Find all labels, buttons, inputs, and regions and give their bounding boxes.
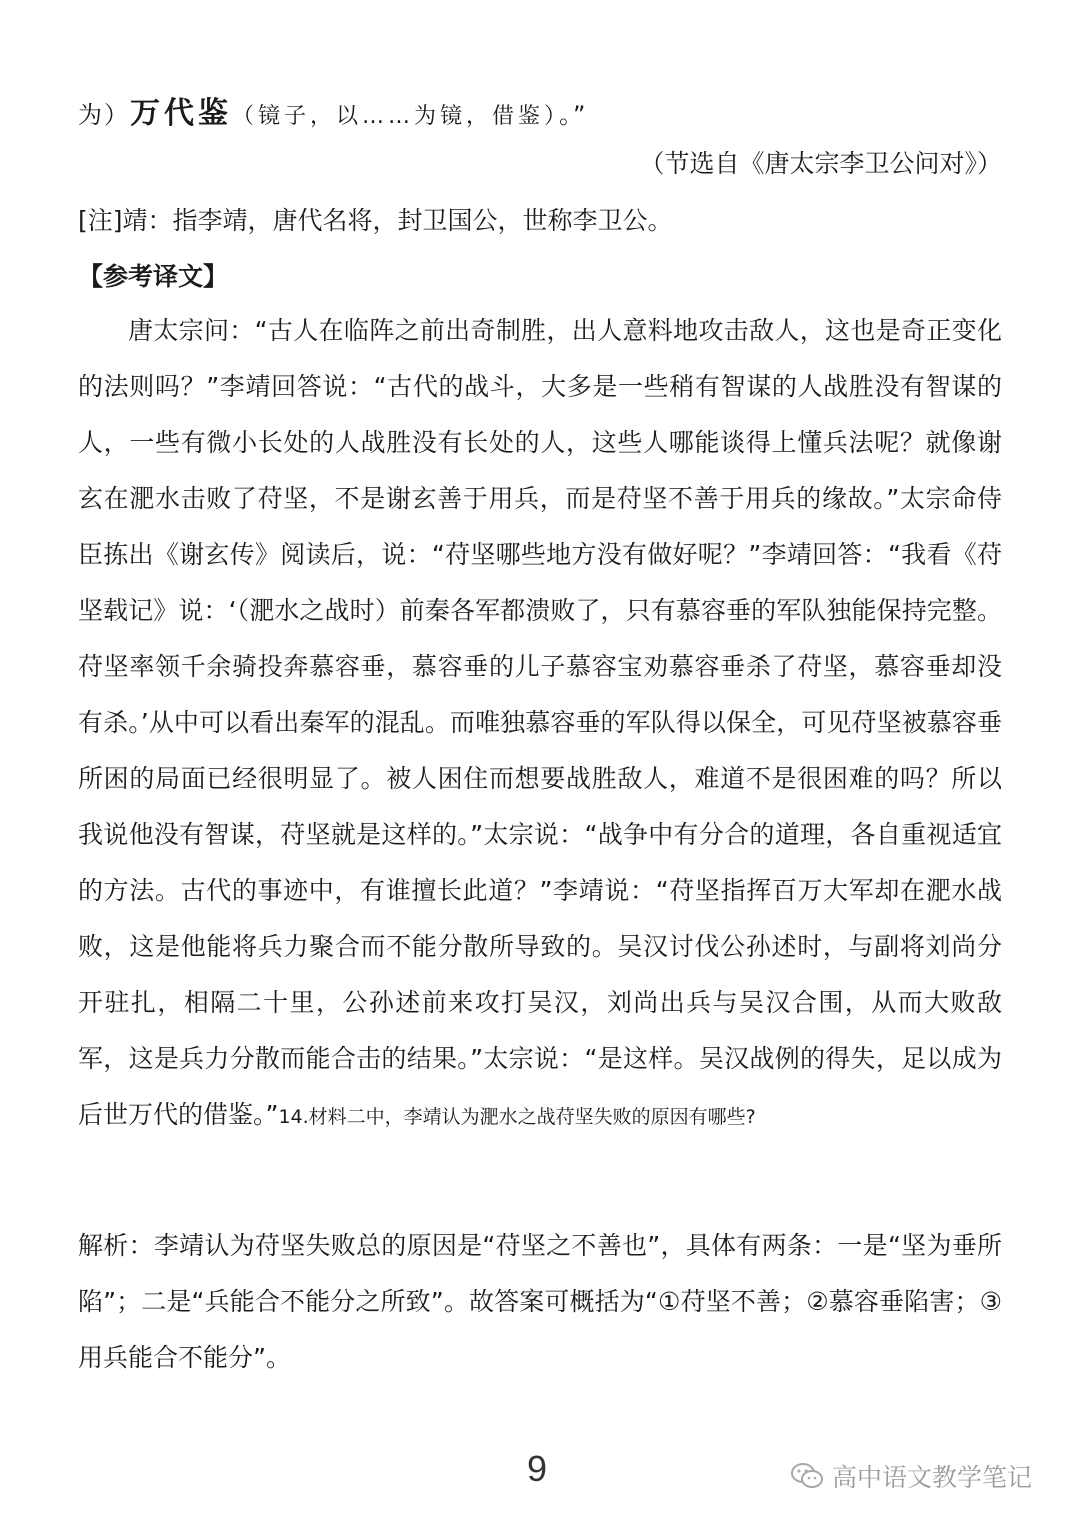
translation-paragraph [78,303,1002,1145]
annotation-note: [注]靖：指李靖，唐代名将，封卫国公，世称李卫公。 [78,206,673,235]
question-text: 14.材料二中，李靖认为淝水之战苻坚失败的原因有哪些? [278,1106,756,1128]
term-gloss: （镜子，以……为镜，借鉴） [232,104,560,129]
section-heading: 【参考译文】 [78,262,229,291]
analysis-paragraph: 解析：李靖认为苻坚失败总的原因是“苻坚之不善也”，具体有两条：一是“坚为垂所陷”；二是“兵能合不能分之所致”。故答案可概括为“①苻坚不善；②慕容垂陷害；③用兵能合不能分”。 [78,1231,1002,1372]
source-citation: （节选自《唐太宗李卫公问对》） [639,149,1002,178]
watermark [790,1458,1032,1494]
wechat-icon [790,1461,824,1491]
page-number: 9 [527,1448,548,1489]
closing-quote: 。” [559,101,588,129]
watermark-text: 高中语文教学笔记 [832,1463,1033,1492]
translation-body: 唐太宗问：“古人在临阵之前出奇制胜，出人意料地攻击敌人，这也是奇正变化的法则吗？”李靖回答说：“古代的战斗，大多是一些稍有智谋的人战胜没有智谋的人，一些有微小长处的人战胜没有长处的人，这些人哪能谈得上懂兵法呢？就像谢玄在淝水击败了苻坚，不是谢玄善于用兵，而是苻坚不善于用兵的缘故。”太宗命侍臣拣出《谢玄传》阅读后，说：“苻坚哪些地方没有做好呢？”李靖回答：“我看《苻坚载记》说：‘（淝水之战时）前秦各军都溃败了，只有慕容垂的军队独能保持完整。苻坚率领千余骑投奔慕容垂，慕容垂的儿子慕容宝劝慕容垂杀了苻坚，慕容垂却没有杀。’从中可以看出秦军的混乱。而唯独慕容垂的军队得以保全，可见苻坚被慕容垂所困的局面已经很明显了。被人困住而想要战胜敌人，难道不是很困难的吗？所以我说他没有智谋，苻坚就是这样的。”太宗说：“战争中有分合的道理，各自重视适宜的方法。古代的事迹中，有谁擅长此道？”李靖说：“苻坚指挥百万大军却在淝水战败，这是他能将兵力聚合而不能分散所导致的。吴汉讨伐公孙述时，与副将刘尚分开驻扎，相隔二十里，公孙述前来攻打吴汉，刘尚出兵与吴汉合围，从而大败敌军，这是兵力分散而能合击的结果。”太宗说：“是这样。吴汉战例的得失，足以成为后世万代的借鉴。” [78,316,1002,1129]
text-fragment: 为） [78,101,130,129]
text-line-continuation [78,88,587,132]
emphasized-term: 万代鉴 [130,96,232,131]
